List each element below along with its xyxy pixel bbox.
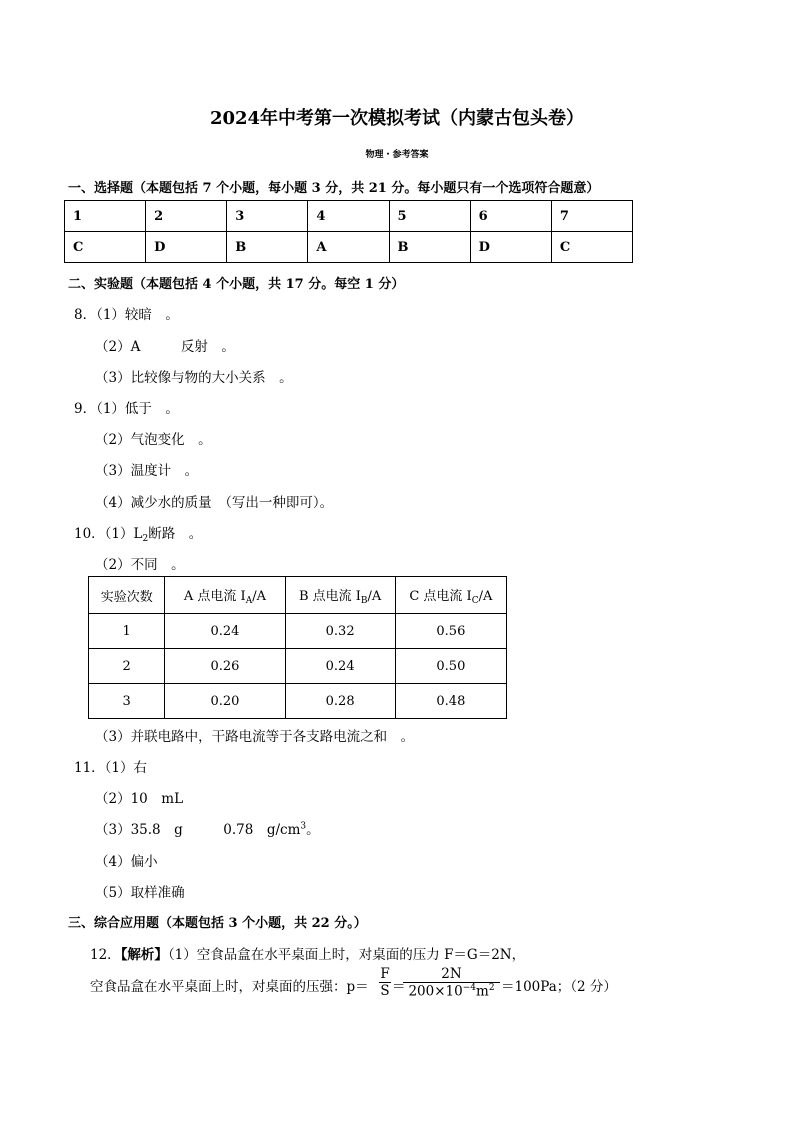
fraction-numerator: 2N bbox=[441, 966, 462, 982]
section3-heading: 三、综合应用题（本题包括 3 个小题，共 22 分。） bbox=[68, 916, 367, 931]
section2-heading: 二、实验题（本题包括 4 个小题，共 17 分。每空 1 分） bbox=[68, 277, 405, 292]
q10-line3: （3）并联电路中，干路电流等于各支路电流之和 。 bbox=[95, 729, 415, 745]
q12-line2-prefix: 空食品盒在水平桌面上时，对桌面的压强：p＝ bbox=[90, 979, 369, 995]
answer-cell: C bbox=[65, 232, 146, 263]
question-number-cell: 3 bbox=[227, 201, 308, 232]
q11-line4: （4）偏小 bbox=[95, 854, 158, 870]
table-cell: 0.26 bbox=[165, 649, 285, 684]
current-data-table bbox=[88, 576, 507, 719]
header-text: B 点电流 I bbox=[298, 588, 361, 604]
header-unit: /A bbox=[252, 588, 266, 604]
q10-line1-text: 10．（1）L bbox=[74, 526, 143, 542]
table-cell: 1 bbox=[89, 614, 165, 649]
column-header bbox=[395, 577, 506, 614]
table-header-row bbox=[89, 577, 507, 614]
q11-line2: （2）10 mL bbox=[95, 791, 184, 807]
answer-cell: D bbox=[470, 232, 551, 263]
header-unit: /A bbox=[367, 588, 382, 604]
table-cell: 0.24 bbox=[285, 649, 395, 684]
fraction-denominator bbox=[403, 982, 500, 1000]
q10-line1 bbox=[74, 522, 202, 544]
q9-line2: （2）气泡变化 。 bbox=[95, 432, 212, 448]
q10-line1-suffix: 断路 。 bbox=[148, 526, 203, 542]
q11-line3-text: （3）35.8 g 0.78 g/cm bbox=[95, 822, 301, 838]
answer-cell: B bbox=[227, 232, 308, 263]
table-cell: 0.48 bbox=[395, 684, 506, 719]
table-row bbox=[65, 201, 633, 232]
q12-line1 bbox=[90, 943, 525, 963]
question-number-cell: 7 bbox=[551, 201, 632, 232]
table-row bbox=[89, 684, 507, 719]
table-row bbox=[65, 232, 633, 263]
header-subscript: C bbox=[471, 595, 479, 606]
column-header bbox=[285, 577, 395, 614]
header-text: A 点电流 I bbox=[183, 588, 246, 604]
q10-line2: （2）不同 。 bbox=[95, 557, 185, 573]
q12-analysis-tag: 【解析】 bbox=[120, 947, 168, 963]
answer-cell: C bbox=[551, 232, 632, 263]
column-header bbox=[89, 577, 165, 614]
question-number-cell: 1 bbox=[65, 201, 146, 232]
question-number-cell: 2 bbox=[146, 201, 227, 232]
denominator-exponent: −4 bbox=[462, 983, 476, 993]
header-subscript: B bbox=[360, 595, 368, 606]
q11-line3-suffix: 。 bbox=[306, 822, 320, 838]
denominator-unit: m bbox=[476, 983, 489, 1000]
table-row bbox=[89, 649, 507, 684]
q8-line3: （3）比较像与物的大小关系 。 bbox=[95, 370, 293, 386]
page-title: 2024年中考第一次模拟考试（内蒙古包头卷） bbox=[209, 108, 585, 129]
table-row bbox=[89, 614, 507, 649]
denominator-unit-exponent: 2 bbox=[488, 983, 495, 993]
column-header bbox=[165, 577, 285, 614]
q10-line1-subscript: 2 bbox=[142, 534, 149, 544]
q12-line2-suffix: ＝100Pa；（2 分） bbox=[501, 979, 617, 995]
table-cell: 2 bbox=[89, 649, 165, 684]
q12-fraction-f-over-s bbox=[379, 966, 391, 999]
denominator-base: 200×10 bbox=[408, 983, 463, 1000]
section1-heading: 一、选择题（本题包括 7 个小题，每小题 3 分，共 21 分。每小题只有一个选项符合题意） bbox=[68, 181, 600, 196]
header-unit: /A bbox=[478, 588, 493, 604]
q12-line1-text: （1）空食品盒在水平桌面上时，对桌面的压力 F＝G＝2N， bbox=[167, 947, 526, 963]
fraction-denominator: S bbox=[380, 983, 390, 999]
table-cell: 0.24 bbox=[165, 614, 285, 649]
question-number-cell: 5 bbox=[389, 201, 470, 232]
answer-cell: D bbox=[146, 232, 227, 263]
header-text: C 点电流 I bbox=[409, 588, 472, 604]
q9-line4: （4）减少水的质量 （写出一种即可）。 bbox=[95, 495, 334, 511]
choice-answer-table bbox=[64, 200, 633, 263]
header-subscript: A bbox=[245, 595, 253, 606]
header-text: 实验次数 bbox=[100, 589, 153, 605]
q11-line1: 11．（1）右 bbox=[74, 760, 148, 776]
q11-line5: （5）取样准确 bbox=[95, 885, 185, 901]
q8-line1: 8．（1）较暗 。 bbox=[74, 307, 179, 323]
question-number-cell: 6 bbox=[470, 201, 551, 232]
table-cell: 0.28 bbox=[285, 684, 395, 719]
q11-line3-superscript: 3 bbox=[300, 821, 307, 832]
equals-sign: ＝ bbox=[392, 979, 406, 995]
page-subtitle: 物理・参考答案 bbox=[365, 150, 429, 160]
fraction-numerator: F bbox=[380, 966, 390, 982]
table-cell: 0.50 bbox=[395, 649, 506, 684]
answer-cell: B bbox=[389, 232, 470, 263]
table-cell: 0.56 bbox=[395, 614, 506, 649]
q9-line1: 9．（1）低于 。 bbox=[74, 401, 179, 417]
q9-line3: （3）温度计 。 bbox=[95, 463, 199, 479]
q11-line3 bbox=[95, 818, 320, 838]
table-cell: 0.32 bbox=[285, 614, 395, 649]
q12-number: 12． bbox=[90, 947, 121, 963]
table-cell: 3 bbox=[89, 684, 165, 719]
table-cell: 0.20 bbox=[165, 684, 285, 719]
q8-line2: （2）A 反射 。 bbox=[95, 339, 235, 355]
q12-fraction-pressure bbox=[403, 966, 500, 1000]
question-number-cell: 4 bbox=[308, 201, 389, 232]
answer-cell: A bbox=[308, 232, 389, 263]
